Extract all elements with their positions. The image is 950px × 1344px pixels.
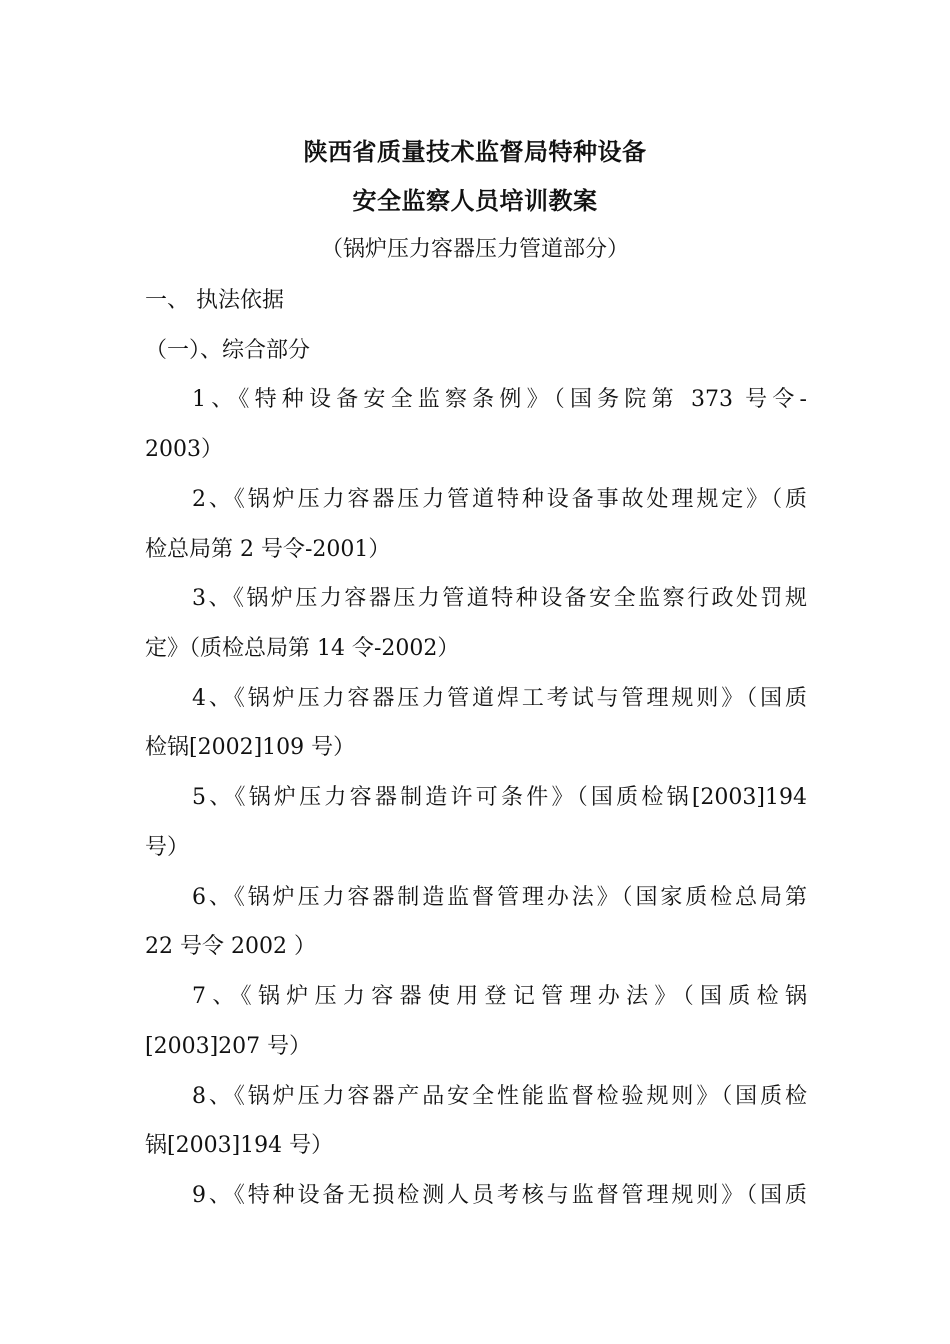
document-title-line-1: 陕西省质量技术监督局特种设备 <box>303 137 647 166</box>
document-title-line-2: 安全监察人员培训教案 <box>352 186 598 215</box>
list-item-7-line-2: [2003]207 号） <box>145 1034 312 1059</box>
list-item-4-line-1: 4、《锅炉压力容器压力管道焊工考试与管理规则》（国质 <box>192 686 807 711</box>
list-item-4-line-2: 检锅[2002]109 号） <box>145 735 356 760</box>
subsection-heading: （一）、综合部分 <box>145 338 311 363</box>
list-item-6-line-1: 6、《锅炉压力容器制造监督管理办法》（国家质检总局第 <box>192 885 807 910</box>
section-heading: 一、 执法依据 <box>145 288 284 313</box>
list-item-1-line-2: 2003） <box>145 437 223 462</box>
list-item-9-line-1: 9、《特种设备无损检测人员考核与监督管理规则》（国质 <box>192 1183 807 1208</box>
list-item-8-line-2: 锅[2003]194 号） <box>145 1133 334 1158</box>
list-item-2-line-1: 2、《锅炉压力容器压力管道特种设备事故处理规定》（质 <box>192 487 807 512</box>
list-item-1-line-1: 1、《特种设备安全监察条例》（国务院第 373 号令- <box>192 387 807 412</box>
list-item-5-line-2: 号） <box>145 835 190 860</box>
list-item-7-line-1: 7、《锅炉压力容器使用登记管理办法》（国质检锅 <box>192 984 807 1009</box>
list-item-3-line-2: 定》（质检总局第 14 令-2002） <box>145 636 460 661</box>
list-item-5-line-1: 5、《锅炉压力容器制造许可条件》（国质检锅[2003]194 <box>192 785 807 810</box>
list-item-2-line-2: 检总局第 2 号令-2001） <box>145 537 391 562</box>
list-item-8-line-1: 8、《锅炉压力容器产品安全性能监督检验规则》（国质检 <box>192 1084 807 1109</box>
document-subtitle: （锅炉压力容器压力管道部分） <box>320 237 629 262</box>
list-item-3-line-1: 3、《锅炉压力容器压力管道特种设备安全监察行政处罚规 <box>192 586 807 611</box>
list-item-6-line-2: 22 号令 2002 ） <box>145 934 316 959</box>
